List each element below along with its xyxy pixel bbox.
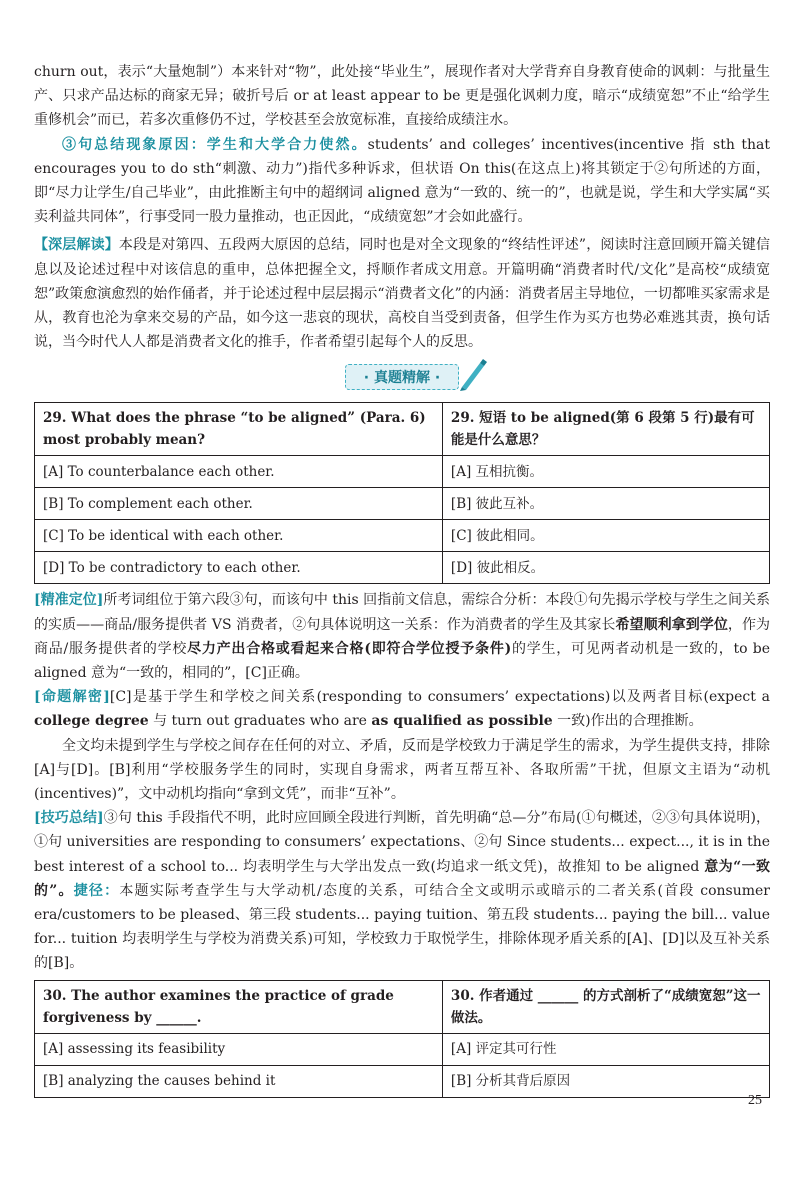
section-banner (34, 364, 770, 394)
option-a-en: [A] assessing its feasibility (35, 1033, 443, 1065)
analysis-paragraph-1: churn out，表示“大量炮制”）本来针对“物”，此处接“毕业生”，展现作者对大学背弃自身教育使命的讽刺：与批量生产、只求产品达标的商家无异；破折号后 or at least appear to be 更是强化讽刺力度，暗示“成绩宽恕”不止“给学生重修机会”而已，若多次重修仍不过，学校甚至会放宽标准，直接给成绩注水。 (34, 64, 770, 129)
page-content (34, 60, 770, 1098)
question-30-en: 30. The author examines the practice of grade forgiveness by ______. (35, 980, 443, 1033)
question-30-zh: 30. 作者通过 ______ 的方式剖析了“成绩宽恕”这一做法。 (442, 980, 769, 1033)
pen-icon (458, 357, 488, 391)
question-intent-paragraph: [命题解密][C]是基于学生和学校之间关系(responding to consumers’ expectations)以及两者目标(expect a college degree 与 turn out graduates who are as qualified as possible 一致)作出的合理推断。 (34, 689, 770, 730)
option-a-zh: [A] 评定其可行性 (442, 1033, 769, 1065)
deep-reading-text: 本段是对第四、五段两大原因的总结，同时也是对全文现象的“终结性评述”，阅读时注意回顾开篇关键信息以及论述过程中对该信息的重申，总体把握全文，捋顺作者成文用意。开篇明确“消费者时代/文化”是高校“成绩宽恕”政策愈演愈烈的始作俑者，并于论述过程中层层揭示“消费者文化”的内涵：消费者居主导地位，一切都唯买家需求是从，教育也沦为拿来交易的产品，如今这一悲哀的现状，高校自当受到责备，但学生作为买方也势必难逃其责，换句话说，当今时代人人都是消费者文化的推手，作者希望引起每个人的反思。 (34, 237, 771, 351)
deep-reading-tag: 【深层解读】 (34, 237, 119, 254)
section-banner-label: · 真题精解 · (345, 364, 459, 390)
option-b-zh: [B] 分析其背后原因 (442, 1065, 769, 1097)
question-30-table (34, 980, 770, 1098)
option-a-zh: [A] 互相抗衡。 (442, 456, 769, 488)
shortcut-tag: 捷径： (73, 882, 120, 899)
paragraph-body: students’ and colleges’ incentives(incentive 指 sth that encourages you to do sth“刺激、动力”)指代多种诉求，但状语 On this(在这点上)将其锁定于②句所述的方面，即“尽力让学生/自己毕业”，由此推断主句中的超纲词 aligned 意为“一致的、统一的”，也就是说，学生和大学实属“买卖利益共同体”，行事受同一股力量推动，也正因此，“成绩宽恕”才会如此盛行。 (34, 136, 770, 226)
skill-summary-tag: [技巧总结] (34, 810, 104, 827)
precise-locate-paragraph: [精准定位]所考词组位于第六段③句，而该句中 this 回指前文信息，需综合分析：本段①句先揭示学校与学生之间关系的实质——商品/服务提供者 VS 消费者，②句具体说明这一关系：作为消费者的学生及其家长希望顺利拿到学位，作为商品/服务提供者的学校尽力产出合格或看起来合格(即符合学位授予条件)的学生，可见两者动机是一致的，to be aligned 意为“一致的，相同的”，[C]正确。 (34, 592, 771, 682)
option-a-en: [A] To counterbalance each other. (35, 456, 443, 488)
question-intent-tag: [命题解密] (34, 689, 110, 706)
question-29-table (34, 402, 770, 584)
question-29-en: 29. What does the phrase “to be aligned” (Para. 6) most probably mean? (35, 403, 443, 456)
option-c-en: [C] To be identical with each other. (35, 520, 443, 552)
option-c-zh: [C] 彼此相同。 (442, 520, 769, 552)
paragraph-heading: ③句总结现象原因：学生和大学合力使然。 (62, 136, 368, 153)
deep-reading-paragraph (34, 233, 770, 354)
question-29-zh: 29. 短语 to be aligned(第 6 段第 5 行)最有可能是什么意思？ (442, 403, 769, 456)
option-b-en: [B] To complement each other. (35, 488, 443, 520)
skill-summary-paragraph: [技巧总结]③句 this 手段指代不明，此时应回顾全段进行判断，首先明确“总—分”布局(①句概述，②③句具体说明)，①句 universities are responding to consumers’ expectations、②句 Since students... expect..., it is in the best interest of a school to... 均表明学生与大学出发点一致(均追求一纸文凭)，故推知 to be aligned 意为“一致的”。捷径：本题实际考查学生与大学动机/态度的关系，可结合全文或明示或暗示的二者关系(首段 consumer era/customers to be pleased、第三段 students... paying tuition、第五段 students... paying the bill... value for... tuition 均表明学生与学校为消费关系)可知，学校致力于取悦学生，排除体现矛盾关系的[A]、[D]以及互补关系的[B]。 (34, 810, 770, 972)
option-b-zh: [B] 彼此互补。 (442, 488, 769, 520)
analysis-paragraph-2 (34, 133, 770, 230)
option-d-en: [D] To be contradictory to each other. (35, 552, 443, 584)
precise-locate-tag: [精准定位] (34, 592, 104, 609)
option-d-zh: [D] 彼此相反。 (442, 552, 769, 584)
exclusion-paragraph: 全文均未提到学生与学校之间存在任何的对立、矛盾，反而是学校致力于满足学生的需求，为学生提供支持，排除[A]与[D]。[B]利用“学校服务学生的同时，实现自身需求，两者互帮互补、各取所需”干扰，但原文主语为“动机(incentives)”，文中动机均指向“拿到文凭”，而非“互补”。 (34, 737, 770, 803)
option-b-en: [B] analyzing the causes behind it (35, 1065, 443, 1097)
page-number: 25 (748, 1093, 762, 1108)
